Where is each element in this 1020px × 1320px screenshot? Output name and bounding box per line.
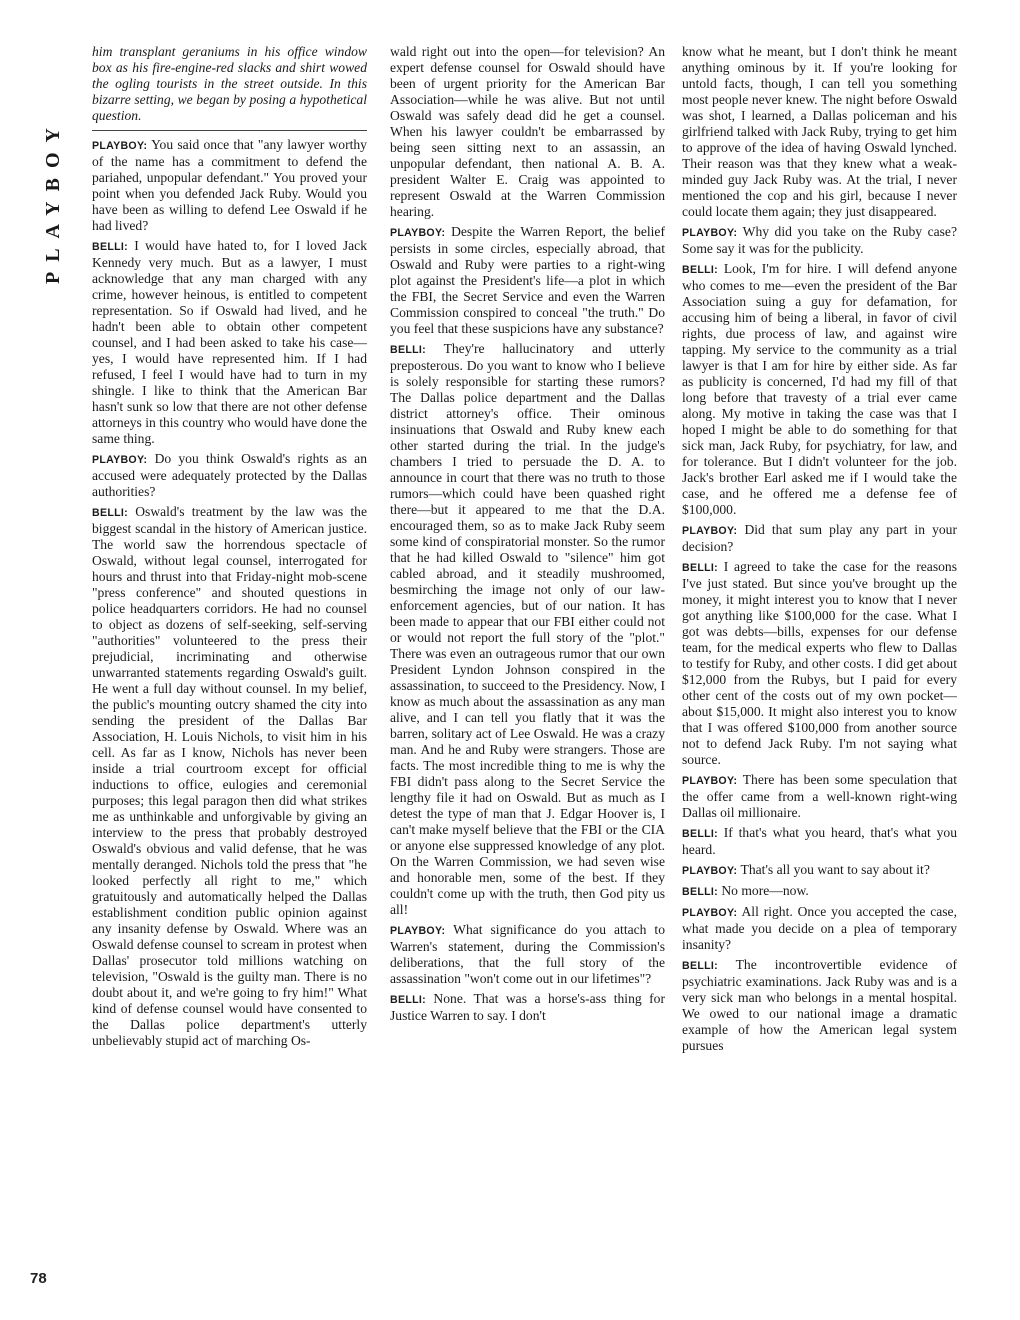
interview-paragraph (682, 224, 957, 257)
speaker-label: PLAYBOY: (390, 925, 446, 937)
interview-paragraph (682, 261, 957, 518)
paragraph-text: They're hallucinatory and utterly preposterous. Do you want to know who I believe is solely responsible for starting these rumors? The Dallas police department and the Dallas district attorney's office. Their ominous insinuations that Oswald and Ruby knew each other started during the trial. In the judge's chambers I tried to persuade the D. A. to announce in court that there was no truth to those rumors—which could have been quashed right there—but it appeared to me that the D.A. encouraged them, so as to make Jack Ruby seem some kind of conspiratorial monster. So the rumor that he had killed Oswald to "silence" him got cabled abroad, and it steadily mushroomed, besmirching the image not only of our law-enforcement agencies, but of our nation. It has been made to appear that our FBI either could not or would not report the full story of the "plot." There was even an outrageous rumor that our own President Lyndon Johnson conspired in the assassination, to succeed to the Presidency. Now, I know as much about the assassination as any man alive, and I can tell you flatly that it was the barren, solitary act of Lee Oswald. He was a crazy man. And he and Ruby were strangers. Those are facts. The most incredible thing to me is why the FBI didn't pass along to the Secret Service the lengthy file it had on Oswald. But as much as I detest the type of man that J. Edgar Hoover is, I can't make myself believe that the FBI or the CIA or anyone else suppressed knowledge of any plot. On the Warren Commission, we had seven wise and honorable men, some of the best. If they couldn't come up with the truth, then God pity us all! (390, 341, 665, 917)
speaker-label: BELLI: (682, 562, 718, 574)
speaker-label: BELLI: (390, 994, 426, 1006)
speaker-label: PLAYBOY: (390, 227, 446, 239)
paragraph-text: him transplant geraniums in his office window box as his fire-engine-red slacks and shirt wowed the ogling tourists in the street outside. In this bizarre setting, we began by posing a hypothetical question. (92, 44, 367, 123)
article-column-3 (682, 44, 957, 1294)
interview-paragraph (92, 238, 367, 447)
paragraph-text: I would have hated to, for I loved Jack Kennedy very much. But as a lawyer, I must acknowledge that any man charged with any crime, however heinous, is entitled to competent representation. So if Oswald had lived, and he hadn't been able to obtain other competent counsel, and I had been asked to take his case—yes, I would have represented him. If I had refused, I feel I would have had to turn in my shingle. I like to think that the American Bar hasn't sunk so low that there are not other defense attorneys in this country who would have done the same thing. (92, 238, 367, 446)
paragraph-text: Oswald's treatment by the law was the biggest scandal in the history of American justice. The world saw the horrendous spectacle of Oswald, without legal counsel, interrogated for hours and thrust into that Friday-night mob-scene "press conference" and shouted questions in police headquarters corridors. He had no counsel to object as dozens of self-seeking, self-serving "authorities" volunteered to the press their prejudicial, incriminating and otherwise unwarranted statements regarding Oswald's guilt. He went a full day without counsel. In my belief, the public's mounting outcry shamed the city into sending the president of the Dallas Bar Association, H. Louis Nichols, to visit him in his cell. As far as I know, Nichols has never been inside a trial courtroom except for official inductions to office, eulogies and ceremonial purposes; this legal paragon then did what strikes me as unthinkable and unforgivable by giving an interview to the press that probably destroyed Oswald's obvious and valid defense, that he was mentally deranged. Nichols told the press that "he looked perfectly all right to me," which gratuitously and automatically helped the Dallas establishment condition public opinion against any insanity defense by Oswald. Where was an Oswald defense counsel to scream in protest when Dallas' prosecutor told millions watching on television, "Oswald is the guilty man. There is no doubt about it, and we're going to fry him!" What kind of defense counsel would have consented to the Dallas police department's utterly unbelievably stupid act of marching Os- (92, 504, 367, 1048)
interview-paragraph (92, 451, 367, 500)
paragraph-text: The incontrovertible evidence of psychiatric examinations. Jack Ruby was and is a very sick man who belongs in a mental hospital. We owed to our national image a dramatic example of how the American legal system pursues (682, 957, 957, 1053)
playboy-vertical-logo (36, 48, 70, 288)
interview-paragraph (390, 922, 665, 987)
interview-paragraph (682, 559, 957, 768)
paragraph-text: There has been some speculation that the offer came from a well-known right-wing Dallas oil millionaire. (682, 772, 957, 820)
speaker-label: BELLI: (390, 344, 426, 356)
interview-paragraph (682, 522, 957, 555)
paragraph-text: You said once that "any lawyer worthy of the name has a commitment to defend the pariahed, unpopular defendant." You proved your point when you defended Jack Ruby. Would you have been as willing to defend Lee Oswald if he had lived? (92, 137, 367, 233)
speaker-label: BELLI: (682, 828, 718, 840)
speaker-label: PLAYBOY: (682, 775, 738, 787)
paragraph-text: None. That was a horse's-ass thing for Justice Warren to say. I don't (390, 991, 665, 1023)
magazine-title-text: PLAYBOY (42, 118, 64, 284)
speaker-label: BELLI: (682, 960, 718, 972)
paragraph-text: All right. Once you accepted the case, what made you decide on a plea of temporary insanity? (682, 904, 957, 952)
speaker-label: BELLI: (92, 507, 128, 519)
interview-paragraph (682, 904, 957, 953)
paragraph-text: know what he meant, but I don't think he meant anything ominous by it. If you're looking for untold facts, though, I can tell you something most people never knew. The night before Oswald was shot, I learned, a Dallas policeman and his girlfriend talked with Jack Ruby, trying to get him to approve of the idea of having Oswald lynched. Their reason was that they knew what a weak-minded guy Jack Ruby was. At the trial, I never mentioned the cop and his girl, because I never could locate them again; they just disappeared. (682, 44, 957, 219)
interview-paragraph (390, 44, 665, 220)
speaker-label: BELLI: (682, 264, 718, 276)
interview-paragraph (682, 957, 957, 1054)
interview-paragraph (390, 224, 665, 337)
speaker-label: PLAYBOY: (682, 865, 738, 877)
interview-paragraph (92, 504, 367, 1049)
paragraph-text: Do you think Oswald's rights as an accused were adequately protected by the Dallas authorities? (92, 451, 367, 499)
speaker-label: PLAYBOY: (682, 227, 738, 239)
speaker-label: BELLI: (682, 886, 718, 898)
interview-paragraph (682, 44, 957, 220)
speaker-label: PLAYBOY: (92, 454, 148, 466)
interview-paragraph (682, 772, 957, 821)
paragraph-text: What significance do you attach to Warren's statement, during the Commission's deliberations, that the full story of the assassination "won't come out in our lifetimes"? (390, 922, 665, 986)
interview-paragraph (390, 341, 665, 918)
paragraph-text: wald right out into the open—for television? An expert defense counsel for Oswald should have been of urgent priority for the American Bar Association—while he was alive. But not until Oswald was safely dead did he get a counsel. When his lawyer couldn't be embarrassed by being seen sitting next to an assassin, an unpopular defendant, then national A. B. A. president Walter E. Craig was appointed to represent Oswald at the Warren Commission hearing. (390, 44, 665, 219)
interview-paragraph (682, 883, 957, 900)
interview-paragraph (92, 137, 367, 234)
page-number: 78 (30, 1270, 47, 1287)
speaker-label: PLAYBOY: (682, 525, 738, 537)
paragraph-text: That's all you want to say about it? (740, 862, 930, 877)
article-column-2 (390, 44, 665, 1294)
magazine-side-title (36, 48, 70, 288)
paragraph-text: If that's what you heard, that's what you heard. (682, 825, 957, 857)
interview-paragraph (390, 991, 665, 1024)
paragraph-text: Why did you take on the Ruby case? Some say it was for the publicity. (682, 224, 957, 256)
interview-paragraph (682, 862, 957, 879)
paragraph-text: I agreed to take the case for the reasons I've just stated. But since you've brought up the money, it might interest you to know that I never got anything like $100,000 for the case. What I got was debts—bills, expenses for our defense team, for the medical experts who flew to Dallas to testify for Ruby, and other costs. I did get about $12,000 from the Rubys, but I paid for every other cent of the costs out of my own pocket—about $15,000. It might also interest you to know that I was offered $100,000 from another source not to defend Jack Ruby. I'm not saying what source. (682, 559, 957, 767)
paragraph-text: No more—now. (721, 883, 809, 898)
article-column-1 (92, 44, 367, 1294)
paragraph-text: Did that sum play any part in your decision? (682, 522, 957, 554)
paragraph-text: Despite the Warren Report, the belief persists in some circles, especially abroad, that Oswald and Ruby were parties to a right-wing plot against the President's life—a plot in which the FBI, the Secret Service and even the Warren Commission conspired to conceal "the truth." Do you feel that these suspicions have any substance? (390, 224, 665, 336)
intro-paragraph (92, 44, 367, 131)
speaker-label: PLAYBOY: (92, 140, 148, 152)
paragraph-text: Look, I'm for hire. I will defend anyone who comes to me—even the president of the Bar Association suing a guy for defamation, for accusing him of being a liberal, in favor of civil rights, due process of law, and against wire tapping. My service to the community as a trial lawyer is that I am for hire by either side. As far as publicity is concerned, I'd had my fill of that long before that travesty of a trial ever came along. My motive in taking the case was that I hoped I might be able to do something for that sick man, Jack Ruby, for psychiatry, for law, and for tolerance. But I didn't volunteer for the job. Jack's brother Earl asked me if I would take the case, and he offered me a defense fee of $100,000. (682, 261, 957, 517)
interview-paragraph (682, 825, 957, 858)
speaker-label: PLAYBOY: (682, 907, 738, 919)
speaker-label: BELLI: (92, 241, 128, 253)
